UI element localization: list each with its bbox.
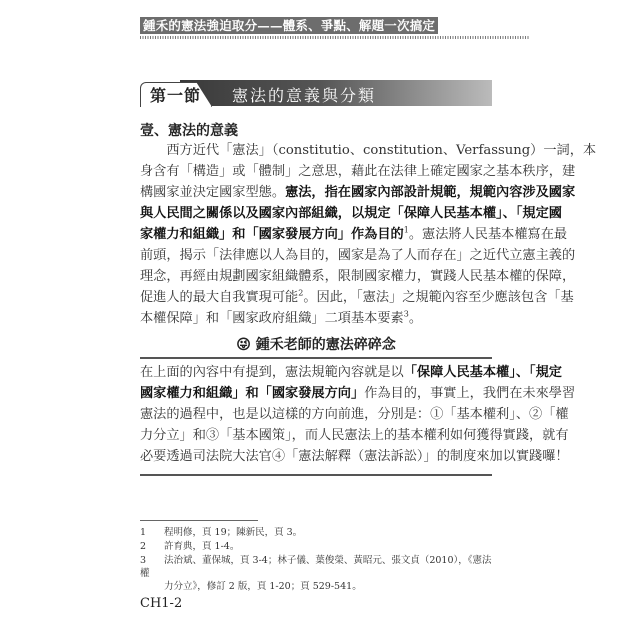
text-line <box>140 245 576 266</box>
text-line <box>140 203 562 224</box>
teacher-notes-title: 鍾禾老師的憲法碎碎念 <box>255 337 396 353</box>
section-title: 憲法的意義與分類 <box>232 86 377 105</box>
footnote-ref: 2 <box>298 288 304 298</box>
box-bottom-rule <box>140 474 492 476</box>
text-line <box>140 404 569 425</box>
subheading: 壹、憲法的意義 <box>140 123 238 139</box>
footnote-number: 3 <box>140 555 147 566</box>
box-top-rule <box>140 357 492 359</box>
teacher-notes-heading <box>140 334 492 354</box>
text-line <box>140 383 576 404</box>
text-line <box>140 362 562 383</box>
text-line <box>140 446 569 467</box>
text-segment: 必要透過司法院大法官④「憲法解釋（憲法訴訟）」的制度來加以實踐囉！ <box>140 449 569 464</box>
text-segment: 身含有「構造」或「體制」之意思，藉此在法律上確定國家之基本秩序，建 <box>140 164 576 179</box>
text-line <box>140 224 568 245</box>
text-line <box>140 182 576 203</box>
text-line <box>140 161 576 182</box>
text-segment: 前頭，揭示「法律應以人為目的，國家是為了人而存在」之近代立憲主義的 <box>140 248 576 263</box>
footnote-number: 1 <box>140 527 147 538</box>
footnote-text: 程明修，頁 19；陳新民，頁 3。 <box>164 527 303 538</box>
footnote-ref: 3 <box>403 309 409 319</box>
text-segment: 作為目的，事實上，我們在未來學習 <box>364 386 576 401</box>
text-segment: 。 <box>408 311 423 326</box>
text-segment: 與人民間之關係以及國家內部組織，以規定「保障人民基本權」、「規定國 <box>140 206 562 221</box>
text-segment: 促進人的最大自我實現可能 <box>140 290 299 305</box>
text-line <box>140 140 597 161</box>
footnote-3 <box>140 554 511 593</box>
footnote-2 <box>140 540 500 553</box>
text-line <box>140 266 576 287</box>
text-segment: 力分立」和③「基本國策」，而人民憲法上的基本權利如何獲得實踐，就有 <box>140 428 569 443</box>
text-segment: 理念，再經由規劃國家組織體系，限制國家權力，實踐人民基本權的保障， <box>140 269 576 284</box>
page-number: CH1-2 <box>140 596 183 611</box>
teacher-notes-body <box>140 362 576 467</box>
text-segment: 國家權力和組織」和「國家發展方向」 <box>140 386 365 401</box>
footnote-continuation: 力分立》，修訂 2 版，頁 1-20；頁 529-541。 <box>164 581 362 592</box>
running-head: 鍾禾的憲法強迫取分——體系、爭點、解題一次搞定 <box>140 17 438 34</box>
text-segment: 「保障人民基本權」、「規定 <box>403 365 562 380</box>
text-segment: 構國家並決定國家型態。 <box>140 185 286 200</box>
text-segment: 。憲法將人民基本權寫在最 <box>408 227 568 242</box>
footnote-rule <box>140 520 258 521</box>
text-segment: 本權保障」和「國家政府組織」二項基本要素 <box>140 311 404 326</box>
text-segment: 憲法，指在國家內部設計規範，規範內容涉及國家 <box>285 185 576 200</box>
text-segment: 在上面的內容中有提到，憲法規範內容就是以 <box>140 365 404 380</box>
footnote-number: 2 <box>140 541 147 552</box>
section-banner <box>140 80 492 106</box>
footnote-text: 法治斌、董保城，頁 3-4；林子儀、葉俊榮、黃昭元、張文貞（2010），《憲法 權 <box>140 555 511 579</box>
body-paragraph <box>140 140 597 329</box>
text-segment: 西方近代「憲法」（constitutio、constitution、Verfassung）一詞，本 <box>140 143 597 158</box>
text-segment: 家權力和組織」和「國家發展方向」作為目的 <box>140 227 404 242</box>
text-line <box>140 425 569 446</box>
footnote-1 <box>140 526 500 539</box>
smile-face-icon: 😜︎ <box>236 337 251 353</box>
footnote-ref: 1 <box>403 225 409 235</box>
text-segment: 憲法的過程中，也是以這樣的方向前進，分別是：①「基本權利」、②「權 <box>140 407 569 422</box>
dotted-divider <box>140 36 530 39</box>
footnote-text: 許育典，頁 1-4。 <box>164 541 240 552</box>
text-line <box>140 287 574 308</box>
section-number: 第一節 <box>150 86 202 105</box>
text-line <box>140 308 492 329</box>
text-segment: 。因此，「憲法」之規範內容至少應該包含「基 <box>303 290 574 305</box>
